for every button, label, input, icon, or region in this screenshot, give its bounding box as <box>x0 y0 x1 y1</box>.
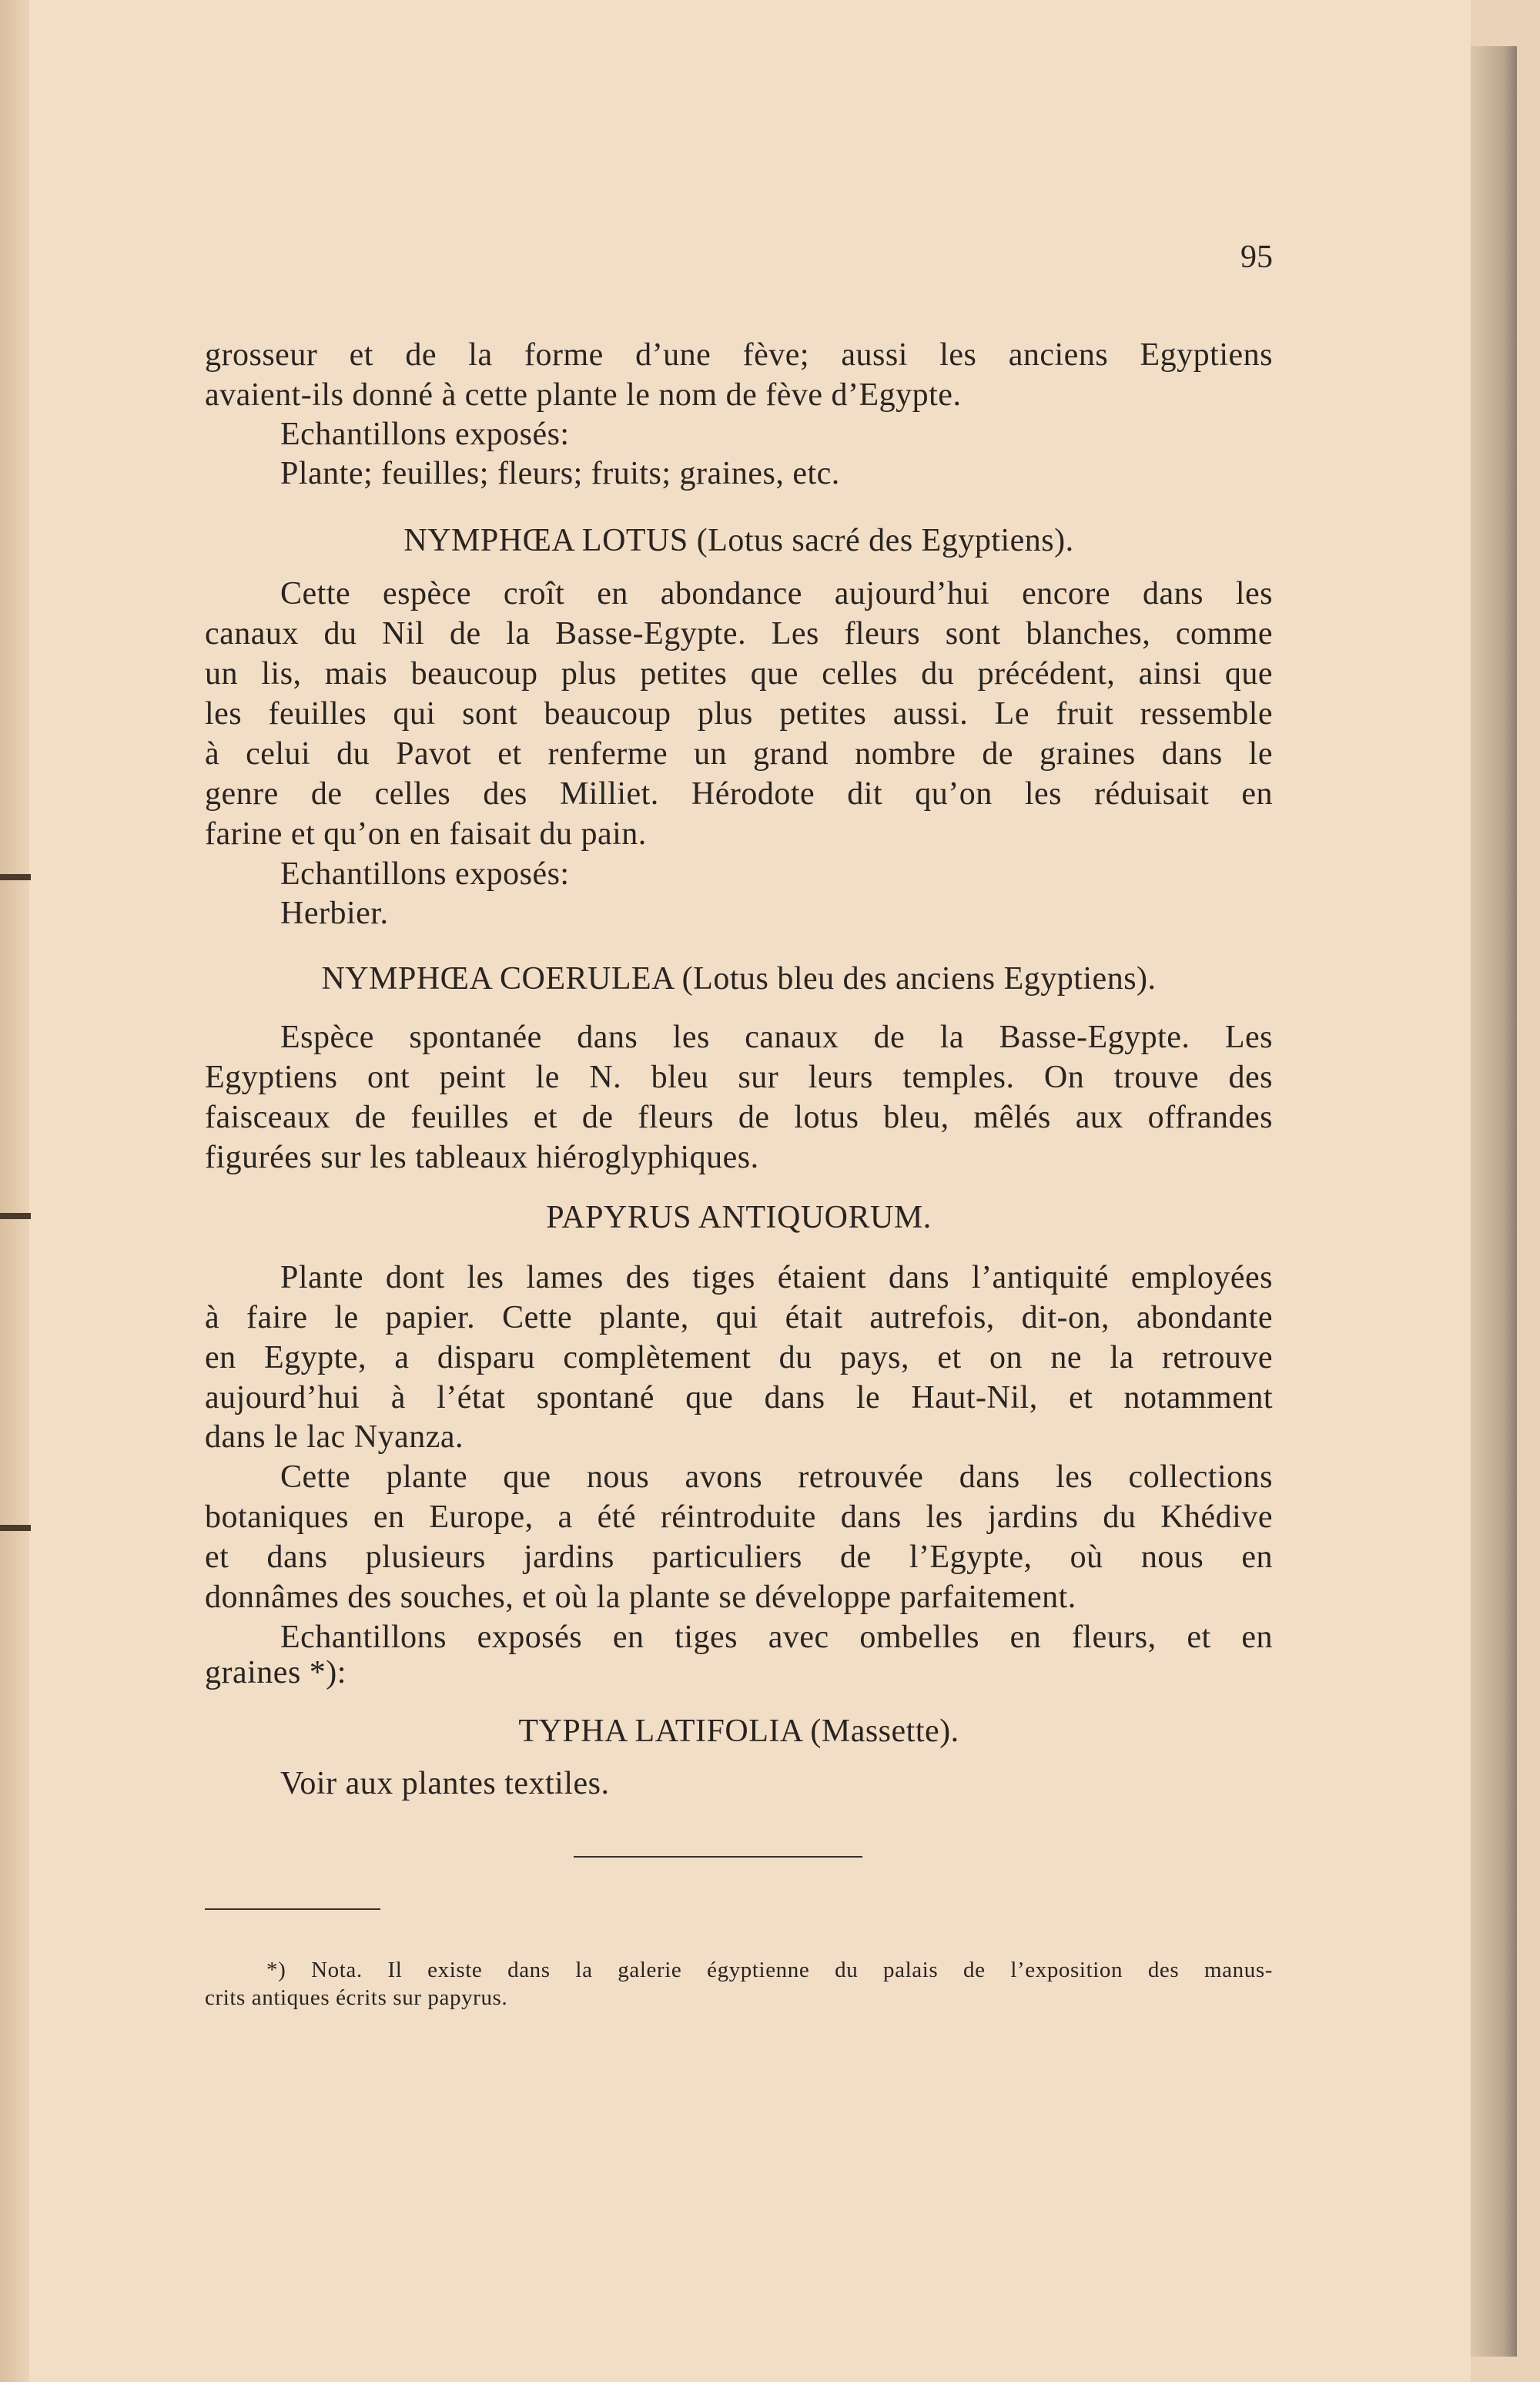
footnote-line: *) Nota. Il existe dans la galerie égyptienne du palais de l’exposition des manus- <box>266 1958 1273 1982</box>
section-heading: NYMPHŒA COERULEA (Lotus bleu des anciens Egyptiens). <box>321 961 1157 997</box>
text-line: Voir aux plantes textiles. <box>280 1766 610 1801</box>
text-line: dans le lac Nyanza. <box>205 1419 464 1455</box>
text-line: Echantillons exposés: <box>280 417 570 452</box>
text-line: grosseur et de la forme d’une fève; aussi les anciens Egyptiens <box>205 337 1273 373</box>
page-edges <box>1471 46 1517 2357</box>
section-heading: NYMPHŒA LOTUS (Lotus sacré des Egyptiens). <box>403 523 1074 558</box>
text-line: les feuilles qui sont beaucoup plus petites aussi. Le fruit ressemble <box>205 696 1273 732</box>
text-line: Cette plante que nous avons retrouvée dans les collections <box>280 1459 1273 1495</box>
text-line: Egyptiens ont peint le N. bleu sur leurs temples. On trouve des <box>205 1060 1273 1095</box>
text-line: botaniques en Europe, a été réintroduite dans les jardins du Khédive <box>205 1499 1273 1535</box>
text-line: à faire le papier. Cette plante, qui était autrefois, dit-on, abondante <box>205 1300 1273 1335</box>
binding-mark <box>0 874 31 880</box>
text-line: Cette espèce croît en abondance aujourd’hui encore dans les <box>280 576 1273 611</box>
page-number: 95 <box>1240 240 1273 275</box>
text-line: Herbier. <box>280 896 389 931</box>
text-line: en Egypte, a disparu complètement du pays, et on ne la retrouve <box>205 1340 1273 1375</box>
binding-mark <box>0 1525 31 1531</box>
section-heading: TYPHA LATIFOLIA (Massette). <box>518 1714 959 1749</box>
text-line: donnâmes des souches, et où la plante se développe parfaitement. <box>205 1580 1076 1615</box>
text-line: figurées sur les tableaux hiéroglyphiques. <box>205 1140 759 1175</box>
text-line: à celui du Pavot et renferme un grand nombre de graines dans le <box>205 736 1273 772</box>
text-line: avaient-ils donné à cette plante le nom de fève d’Egypte. <box>205 377 962 413</box>
text-line: Plante; feuilles; fleurs; fruits; graines, etc. <box>280 456 840 491</box>
binding-mark <box>0 1213 31 1219</box>
section-heading: PAPYRUS ANTIQUORUM. <box>546 1200 932 1235</box>
text-line: un lis, mais beaucoup plus petites que celles du précédent, ainsi que <box>205 656 1273 692</box>
text-line: Echantillons exposés: <box>280 856 570 892</box>
text-line: canaux du Nil de la Basse-Egypte. Les fleurs sont blanches, comme <box>205 616 1273 652</box>
text-line: faisceaux de feuilles et de fleurs de lotus bleu, mêlés aux offrandes <box>205 1100 1273 1135</box>
footnote-divider <box>205 1908 380 1910</box>
page-gutter <box>0 0 29 2382</box>
text-line: aujourd’hui à l’état spontané que dans le Haut-Nil, et notamment <box>205 1380 1273 1415</box>
footnote-line: crits antiques écrits sur papyrus. <box>205 1985 508 2010</box>
text-line: genre de celles des Milliet. Hérodote dit qu’on les réduisait en <box>205 776 1273 812</box>
text-line: Espèce spontanée dans les canaux de la Basse-Egypte. Les <box>280 1020 1273 1055</box>
text-line: Plante dont les lames des tiges étaient dans l’antiquité employées <box>280 1260 1273 1295</box>
section-divider <box>574 1856 862 1858</box>
text-line: et dans plusieurs jardins particuliers de l’Egypte, où nous en <box>205 1539 1273 1575</box>
text-line: Echantillons exposés en tiges avec ombelles en fleurs, et en <box>280 1620 1273 1655</box>
text-line: farine et qu’on en faisait du pain. <box>205 816 647 852</box>
text-line: graines *): <box>205 1655 346 1690</box>
